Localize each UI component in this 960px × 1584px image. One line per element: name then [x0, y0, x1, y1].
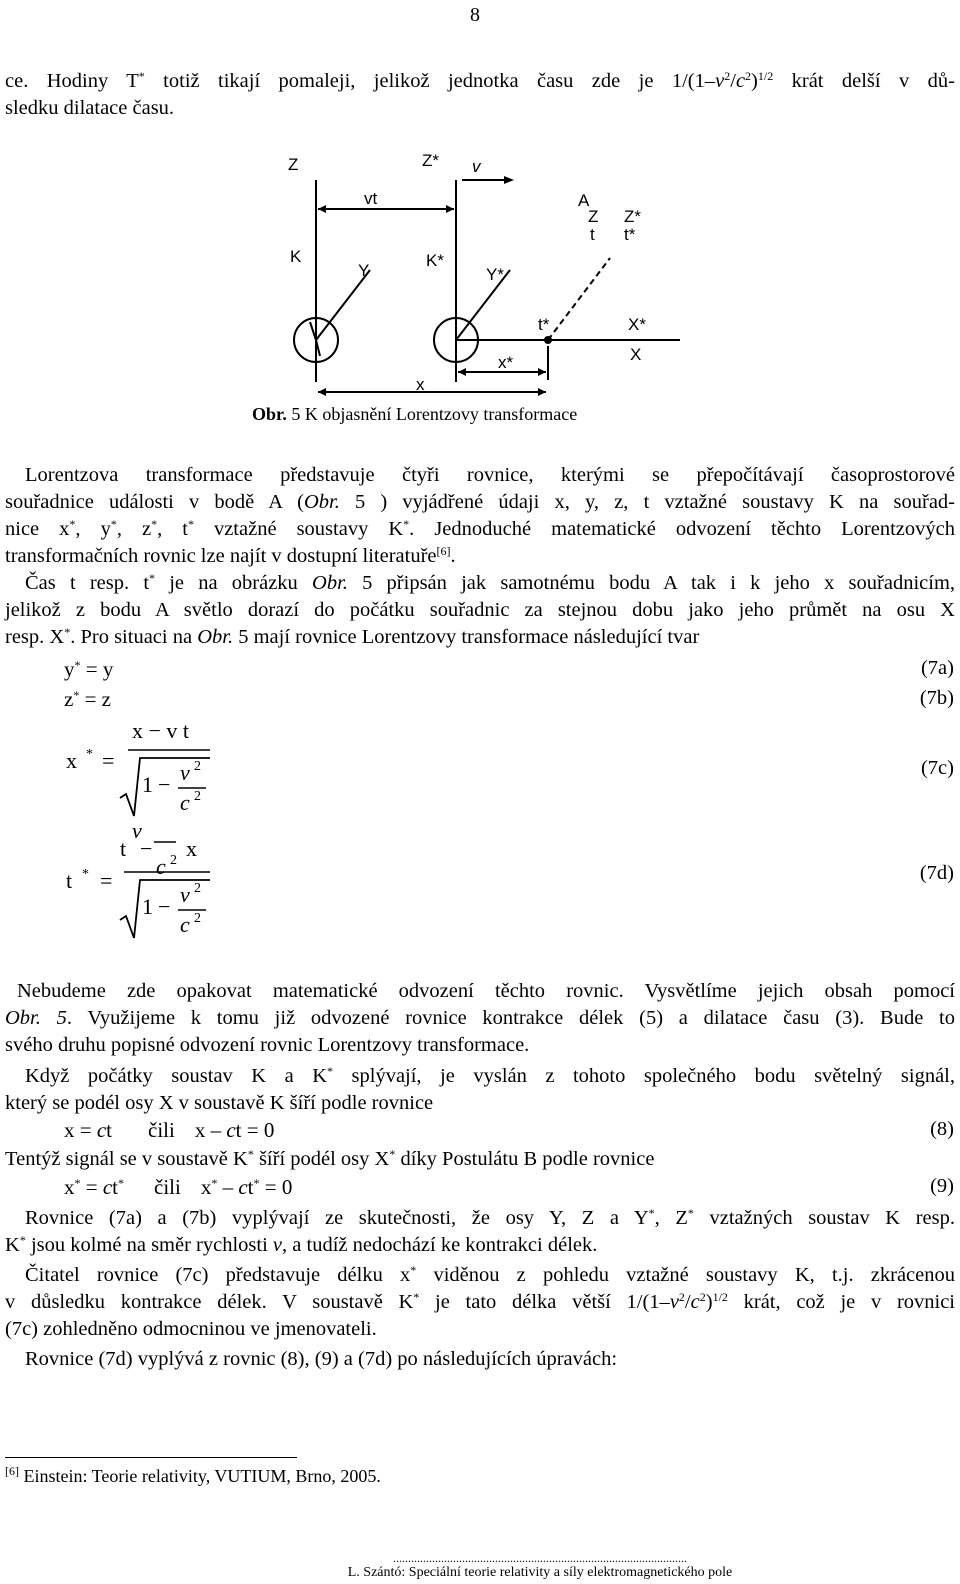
eq-7c-number: (7c): [920, 757, 954, 779]
p1-line-4: transformačních rovnic lze najít v dostupní literatuře[6].: [5, 544, 456, 567]
svg-text:1: 1: [142, 894, 153, 919]
label-ystar: Y*: [486, 265, 504, 284]
eq-7b: z* = z: [64, 687, 111, 711]
label-v: v: [472, 157, 481, 176]
svg-text:c: c: [180, 790, 190, 815]
label-xstar-dist: x*: [498, 353, 514, 372]
lorentz-figure: [270, 140, 690, 405]
label-k: K: [290, 247, 302, 266]
p6-line-1: Rovnice (7a) a (7b) vyplývají ze skutečnosti, že osy Y, Z a Y*, Z* vztažných soustav K resp.: [25, 1206, 955, 1229]
svg-text:*: *: [82, 867, 89, 882]
eq-7b-number: (7b): [919, 687, 954, 709]
svg-text:2: 2: [170, 853, 177, 868]
p4-line-1: Když počátky soustav K a K* splývají, je vyslán z tohoto společného bodu světelný signál,: [25, 1064, 955, 1087]
svg-text:c: c: [156, 854, 166, 879]
svg-text:−: −: [158, 894, 171, 919]
eq-7c: [60, 712, 260, 822]
footer-dots: ..................................................................................................: [393, 1552, 687, 1564]
point-a-projection: [544, 336, 552, 344]
svg-text:*: *: [86, 747, 93, 762]
eq-7d-number: (7d): [919, 862, 954, 884]
svg-text:t: t: [66, 868, 73, 893]
p7-line-1: Čitatel rovnice (7c) představuje délku x* viděnou z pohledu vztažné soustavy K, t.j. zkrácenou: [25, 1263, 955, 1286]
p2-line-1: Čas t resp. t* je na obrázku Obr. 5 připsán jak samotnému bodu A tak i k jeho x souřadnicím,: [25, 571, 956, 594]
svg-text:2: 2: [194, 911, 201, 926]
eq-9-number: (9): [930, 1175, 954, 1197]
svg-text:=: =: [100, 868, 113, 893]
p5-line-1: Tentýž signál se v soustavě K* šíří podél osy X* díky Postulátu B podle rovnice: [5, 1147, 655, 1170]
p1-line-1: Lorentzova transformace představuje čtyři rovnice, kterými se přepočítávají časoprostorové: [25, 464, 955, 486]
footnote: [6] Einstein: Teorie relativity, VUTIUM, Brno, 2005.: [5, 1464, 381, 1486]
svg-text:2: 2: [194, 759, 201, 774]
p7-line-2: v důsledku kontrakce délek. V soustavě K* je tato délka větší $1/(1-v^2/c^2)^{1/2}$ krát, což je v rovnici: [5, 1290, 956, 1313]
p3-line-1: Nebudeme zde opakovat matematické odvození těchto rovnic. Vysvětlíme jejich obsah pomocí: [17, 980, 955, 1002]
p7-line-3: (7c) zohledněno odmocninou ve jmenovateli.: [5, 1318, 377, 1340]
label-xstar-axis: X*: [628, 315, 646, 334]
label-zstar: Z*: [422, 151, 439, 170]
eq-7a: y* = y: [64, 657, 114, 681]
svg-text:=: =: [102, 748, 115, 773]
svg-text:t: t: [120, 836, 127, 861]
label-tstar-a: t*: [624, 225, 636, 244]
eq-8: x = ct čili x – ct = 0: [64, 1118, 275, 1142]
footer-text: L. Szántó: Speciální teorie relativity a síly elektromagnetického pole: [347, 1565, 733, 1580]
y-axis-k: [316, 270, 370, 340]
label-x-dist: x: [416, 375, 425, 394]
intro-line-1: ce. Hodiny T* totiž tikají pomaleji, jelikož jednotka času zde je $1/(1-v^2/c^2)^{1/2}$ krát delší v dů-: [5, 69, 955, 92]
svg-text:x: x: [66, 748, 77, 773]
label-x-axis: X: [630, 345, 642, 364]
svg-text:c: c: [180, 912, 190, 937]
label-vt: vt: [364, 189, 378, 208]
p6-line-2: K* jsou kolmé na směr rychlosti v, a tudíž nedochází ke kontrakci délek.: [5, 1233, 598, 1256]
p2-line-2: jelikož z bodu A světlo dorazí do počátku souřadnic za stejnou dobu jako jeho průmět na osu X: [5, 599, 955, 621]
p3-line-2: Obr. 5. Využijeme k tomu již odvozené rovnice kontrakce délek (5) a dilatace času (3). Bude to: [5, 1007, 956, 1029]
footnote-rule: [5, 1457, 297, 1458]
svg-text:2: 2: [194, 881, 201, 896]
eq-7a-number: (7a): [920, 657, 954, 679]
label-z: Z: [288, 155, 299, 174]
label-z-a: Z: [588, 207, 599, 226]
label-tstar-axis: t*: [538, 315, 550, 334]
p4-line-2: který se podél osy X v soustavě K šíří podle rovnice: [5, 1092, 434, 1114]
eq-9: x* = ct* čili x* – ct* = 0: [64, 1175, 293, 1199]
label-a: A: [578, 191, 590, 210]
label-y: Y: [358, 261, 370, 280]
svg-text:x − v t: x − v t: [132, 718, 190, 743]
label-t-a: t: [590, 225, 595, 244]
svg-text:x: x: [186, 836, 197, 861]
figure-caption: Obr. 5 K objasnění Lorentzovy transformace: [252, 404, 578, 424]
svg-text:−: −: [158, 772, 171, 797]
p1-line-3: nice x*, y*, z*, t* vztažné soustavy K*. Jednoduché matematické odvození těchto Lorentzových: [5, 517, 955, 540]
intro-line-2: sledku dilatace času.: [5, 97, 175, 119]
svg-text:2: 2: [194, 789, 201, 804]
page-number: 8: [470, 4, 480, 26]
label-zstar-a: Z*: [624, 207, 641, 226]
svg-text:−: −: [140, 836, 153, 861]
svg-text:1: 1: [142, 772, 153, 797]
p8-line-1: Rovnice (7d) vyplývá z rovnic (8), (9) a (7d) po následujících úpravách:: [25, 1348, 618, 1370]
p1-line-2: souřadnice události v bodě A (Obr. 5 ) vyjádřené údaji x, y, z, t vztažné soustavy K na souřad-: [5, 491, 955, 513]
eq-8-number: (8): [930, 1118, 954, 1140]
p2-line-3: resp. X*. Pro situaci na Obr. 5 mají rovnice Lorentzovy transformace následující tvar: [5, 625, 700, 648]
projection-line: [548, 258, 610, 340]
svg-text:v: v: [180, 760, 190, 785]
eq-7d: [60, 816, 280, 946]
svg-text:v: v: [132, 818, 142, 843]
p3-line-3: svého druhu popisné odvození rovnic Lorentzovy transformace.: [5, 1034, 530, 1056]
label-kstar: K*: [426, 251, 444, 270]
svg-text:v: v: [180, 882, 190, 907]
